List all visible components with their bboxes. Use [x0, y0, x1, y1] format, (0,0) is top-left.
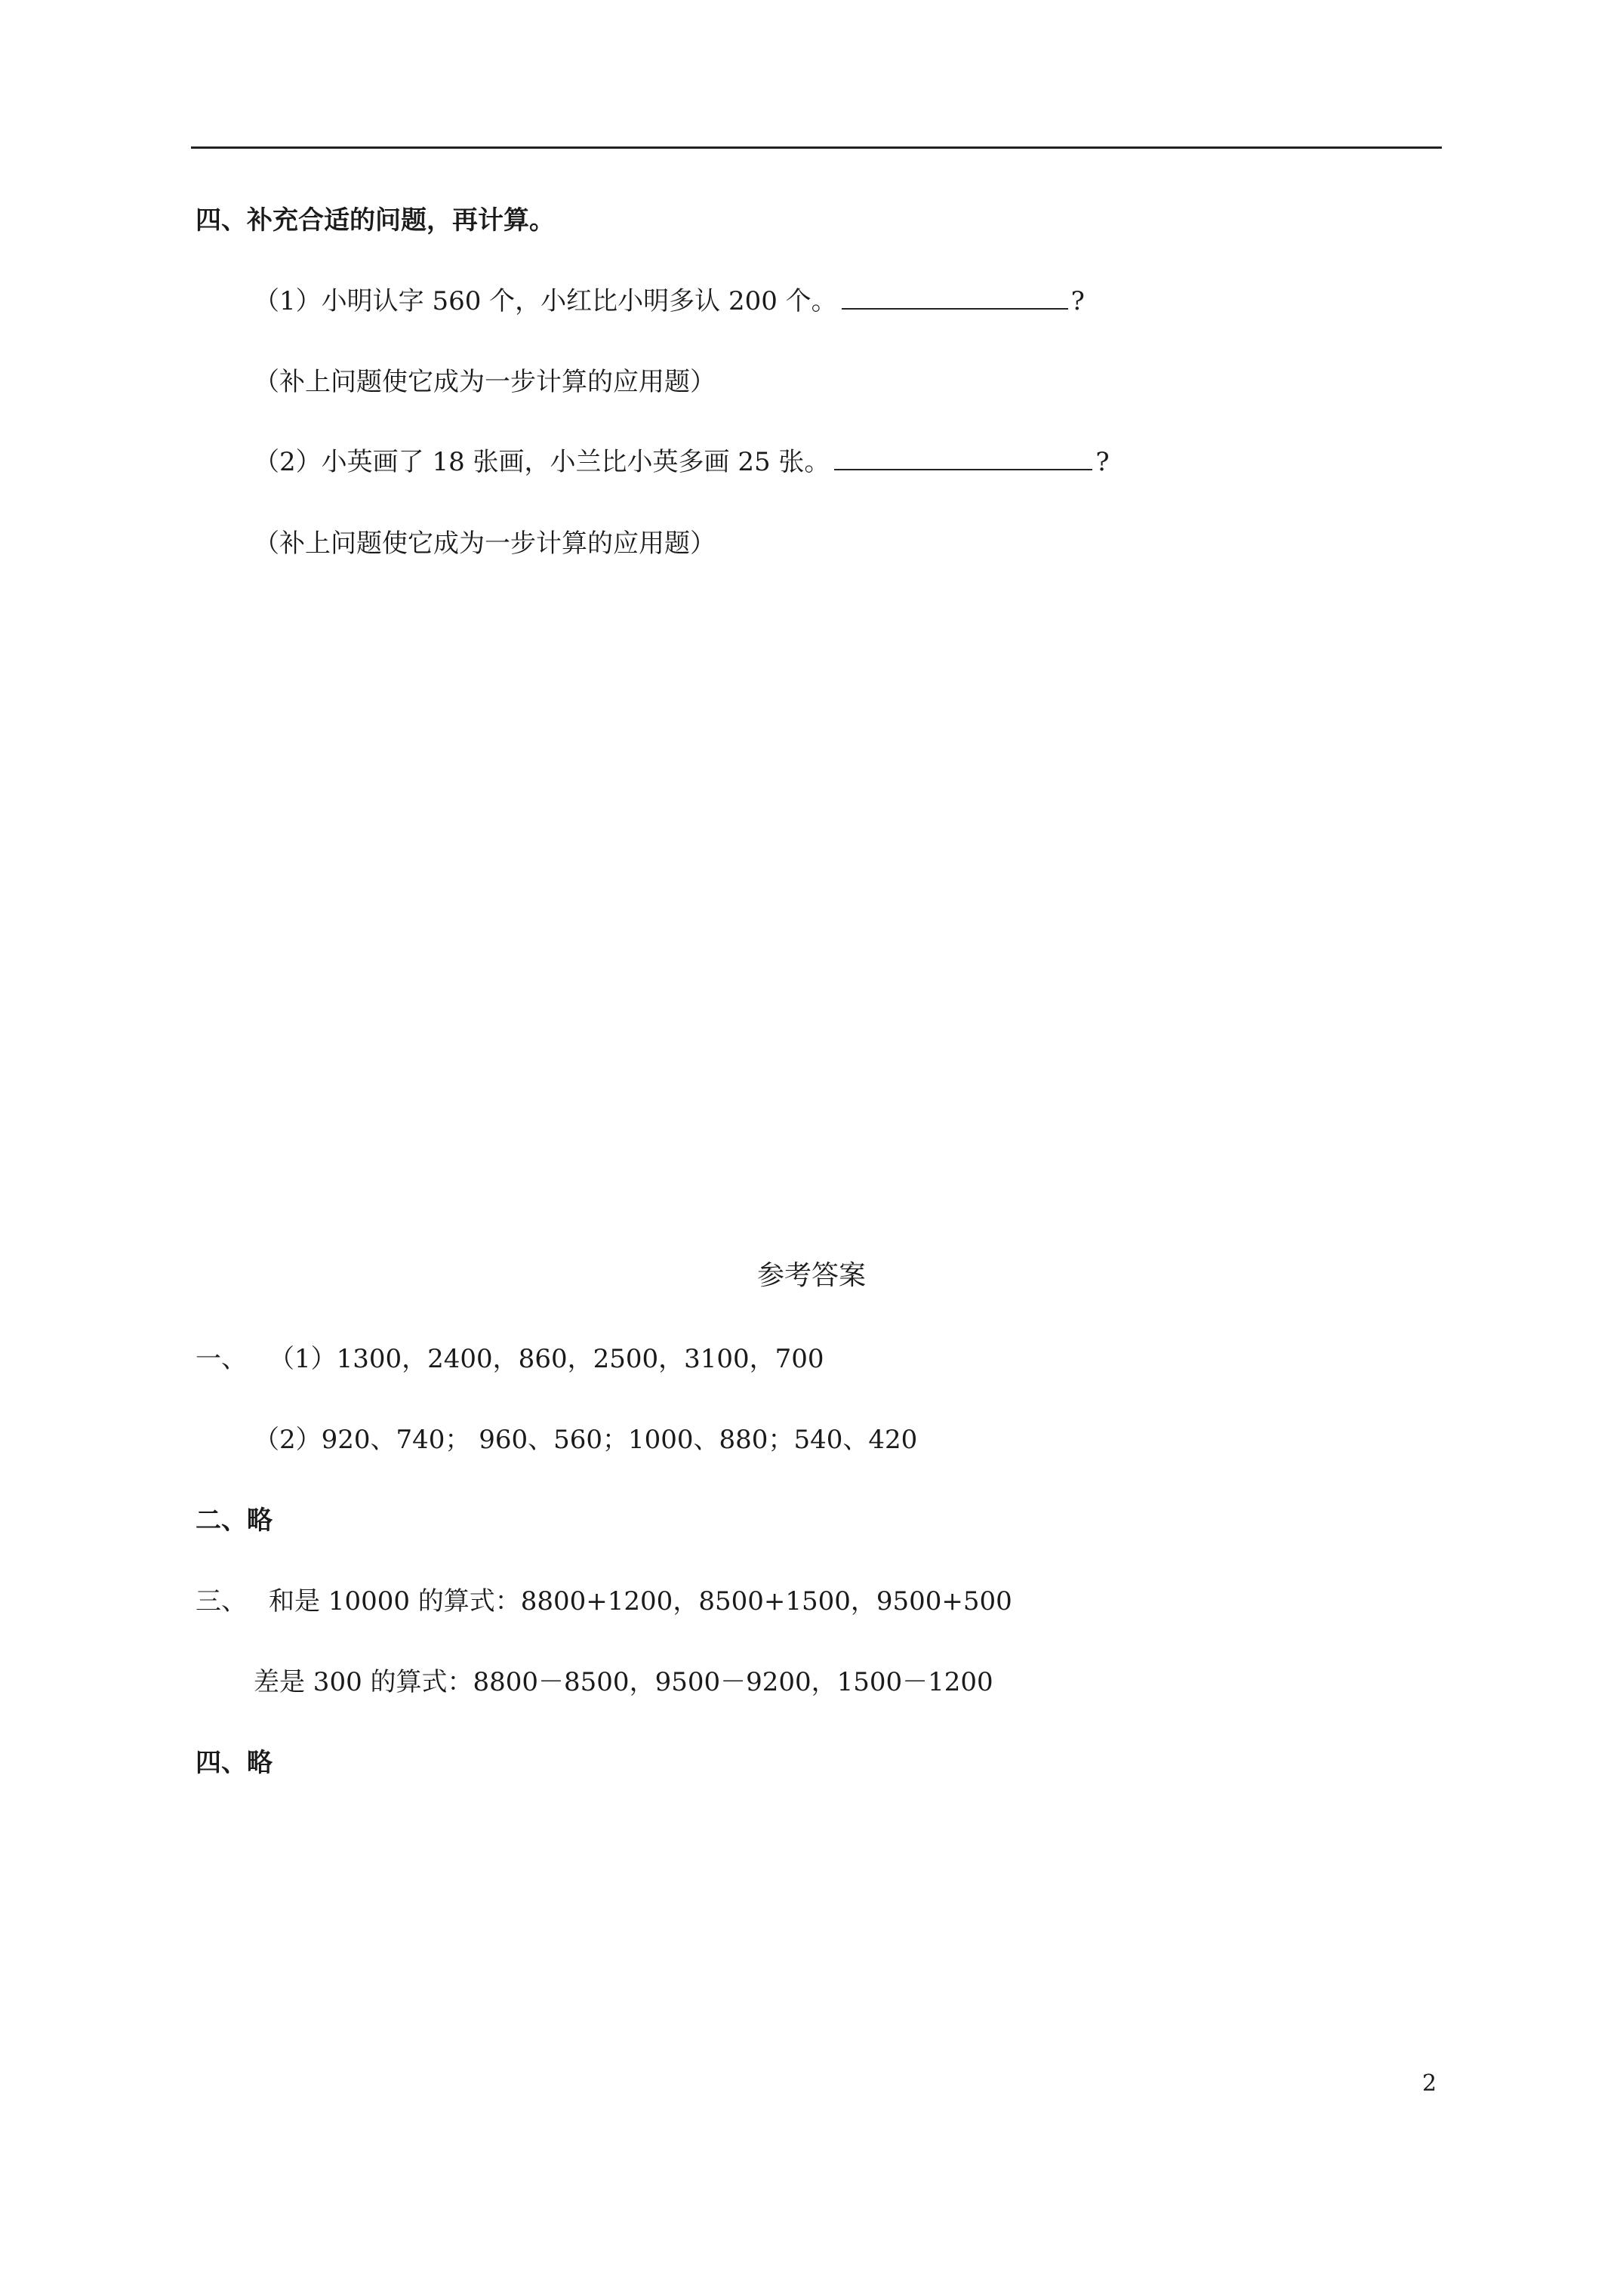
answer-one-line2: （2）920、740； 960、560；1000、880；540、420 [254, 1425, 918, 1455]
question-two-answer-blank[interactable] [834, 446, 1092, 470]
answer-four: 四、略 [196, 1748, 273, 1778]
question-two-suffix: ? [1095, 447, 1110, 477]
question-one [254, 285, 1085, 318]
header-rule [191, 146, 1442, 149]
answer-one-line1: （1）1300，2400，860，2500，3100，700 [269, 1344, 824, 1374]
question-two-note: （补上问题使它成为一步计算的应用题） [254, 529, 716, 559]
answer-three-line1: 和是 10000 的算式：8800+1200，8500+1500，9500+500 [269, 1586, 1012, 1616]
answer-three-label: 三、 [196, 1586, 247, 1616]
question-one-text: （1）小明认字 560 个，小红比小明多认 200 个。 [254, 286, 837, 316]
page-number: 2 [1422, 2070, 1437, 2097]
section-four-heading: 四、补充合适的问题，再计算。 [196, 205, 555, 236]
question-two [254, 445, 1110, 479]
answers-title: 参考答案 [756, 1260, 866, 1291]
answer-two: 二、略 [196, 1505, 273, 1536]
question-one-answer-blank[interactable] [842, 285, 1068, 310]
question-one-suffix: ? [1070, 286, 1085, 316]
answer-one-label: 一、 [196, 1344, 247, 1374]
answer-three-line2: 差是 300 的算式：8800－8500，9500－9200，1500－1200 [254, 1667, 993, 1697]
question-two-text: （2）小英画了 18 张画，小兰比小英多画 25 张。 [254, 447, 830, 477]
question-one-note: （补上问题使它成为一步计算的应用题） [254, 367, 716, 397]
